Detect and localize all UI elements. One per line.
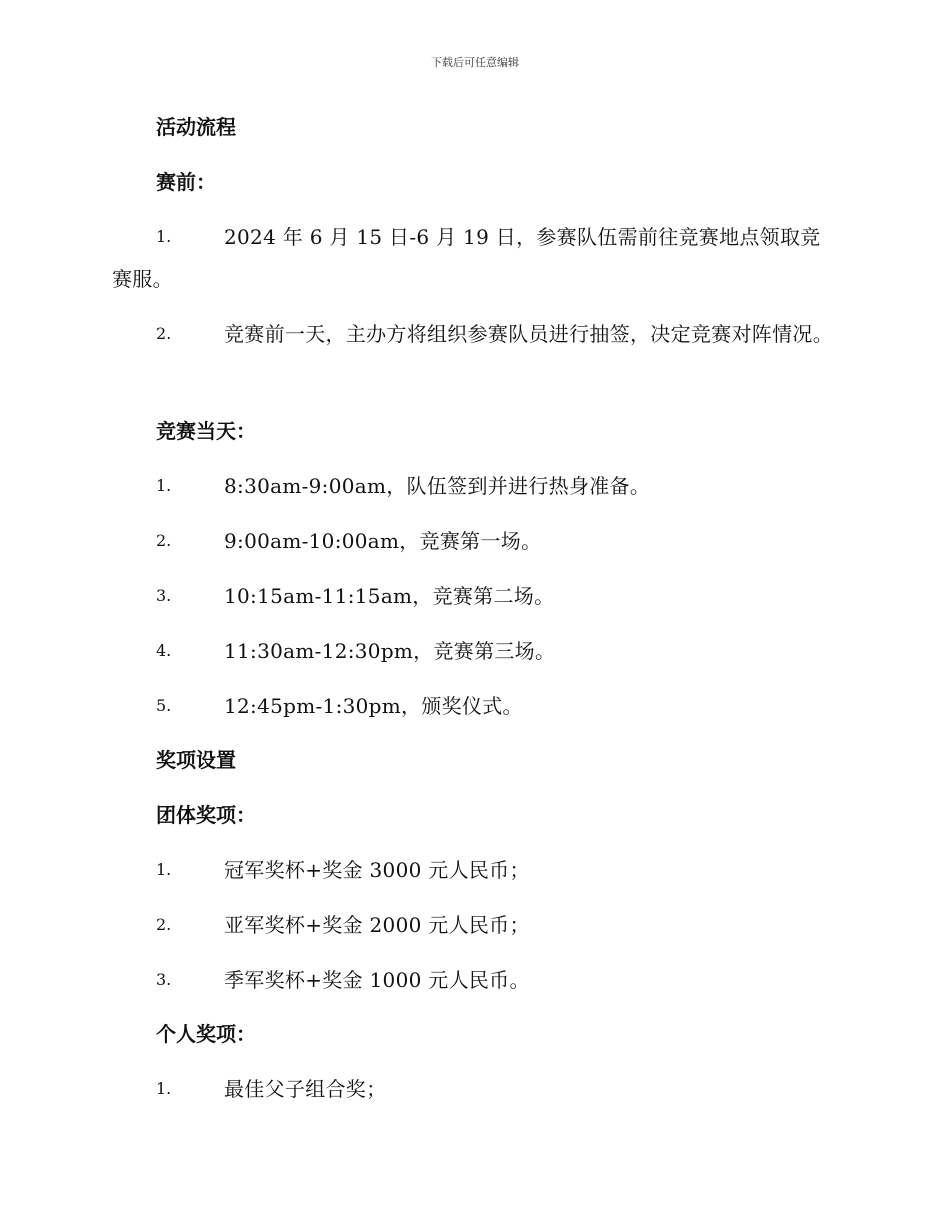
list-item [112, 575, 834, 617]
list-item-text: 8:30am-9:00am，队伍签到并进行热身准备。 [224, 474, 651, 498]
list-item-number: 2. [156, 531, 172, 550]
list-item-text: 10:15am-11:15am，竞赛第二场。 [224, 584, 555, 608]
list-item-text: 11:30am-12:30pm，竞赛第三场。 [224, 639, 556, 663]
section-title-activity-flow: 活动流程 [156, 115, 236, 139]
list-item-number: 3. [156, 970, 172, 989]
list-item [112, 959, 834, 1001]
list-item-text: 9:00am-10:00am，竞赛第一场。 [224, 529, 542, 553]
list-item-number: 1. [156, 860, 172, 879]
list-item-text: 冠军奖杯+奖金 3000 元人民币； [224, 858, 530, 882]
list-item [112, 520, 834, 562]
list-item-number: 3. [156, 586, 172, 605]
list-item-number: 1. [156, 227, 172, 246]
list-item [112, 465, 834, 507]
list-item-text: 亚军奖杯+奖金 2000 元人民币； [224, 913, 530, 937]
page-header-note: 下载后可任意编辑 [431, 56, 519, 69]
list-item-text: 最佳父子组合奖； [224, 1077, 387, 1101]
list-item-text: 2024 年 6 月 15 日-6 月 19 日，参赛队伍需前往竞赛地点领取竞赛服。 [112, 225, 821, 291]
subsection-title-individual-awards: 个人奖项： [156, 1022, 256, 1046]
subsection-title-pre-match: 赛前： [156, 170, 216, 194]
list-item [112, 849, 834, 891]
subsection-title-match-day: 竞赛当天： [156, 419, 256, 443]
list-item-number: 2. [156, 915, 172, 934]
subsection-title-team-awards: 团体奖项： [156, 803, 256, 827]
list-item-number: 1. [156, 1079, 172, 1098]
list-item-number: 4. [156, 641, 172, 660]
list-item-number: 2. [156, 324, 172, 343]
list-item-number: 1. [156, 476, 172, 495]
list-item-text: 12:45pm-1:30pm，颁奖仪式。 [224, 694, 523, 718]
list-item [112, 685, 834, 727]
list-item [112, 313, 834, 355]
list-item-text: 季军奖杯+奖金 1000 元人民币。 [224, 968, 530, 992]
list-item-number: 5. [156, 696, 172, 715]
list-item [112, 904, 834, 946]
section-title-awards: 奖项设置 [156, 748, 236, 772]
list-item-text: 竞赛前一天，主办方将组织参赛队员进行抽签，决定竞赛对阵情况。 [224, 322, 833, 346]
list-item [112, 1068, 834, 1110]
list-item [112, 216, 834, 300]
list-item [112, 630, 834, 672]
